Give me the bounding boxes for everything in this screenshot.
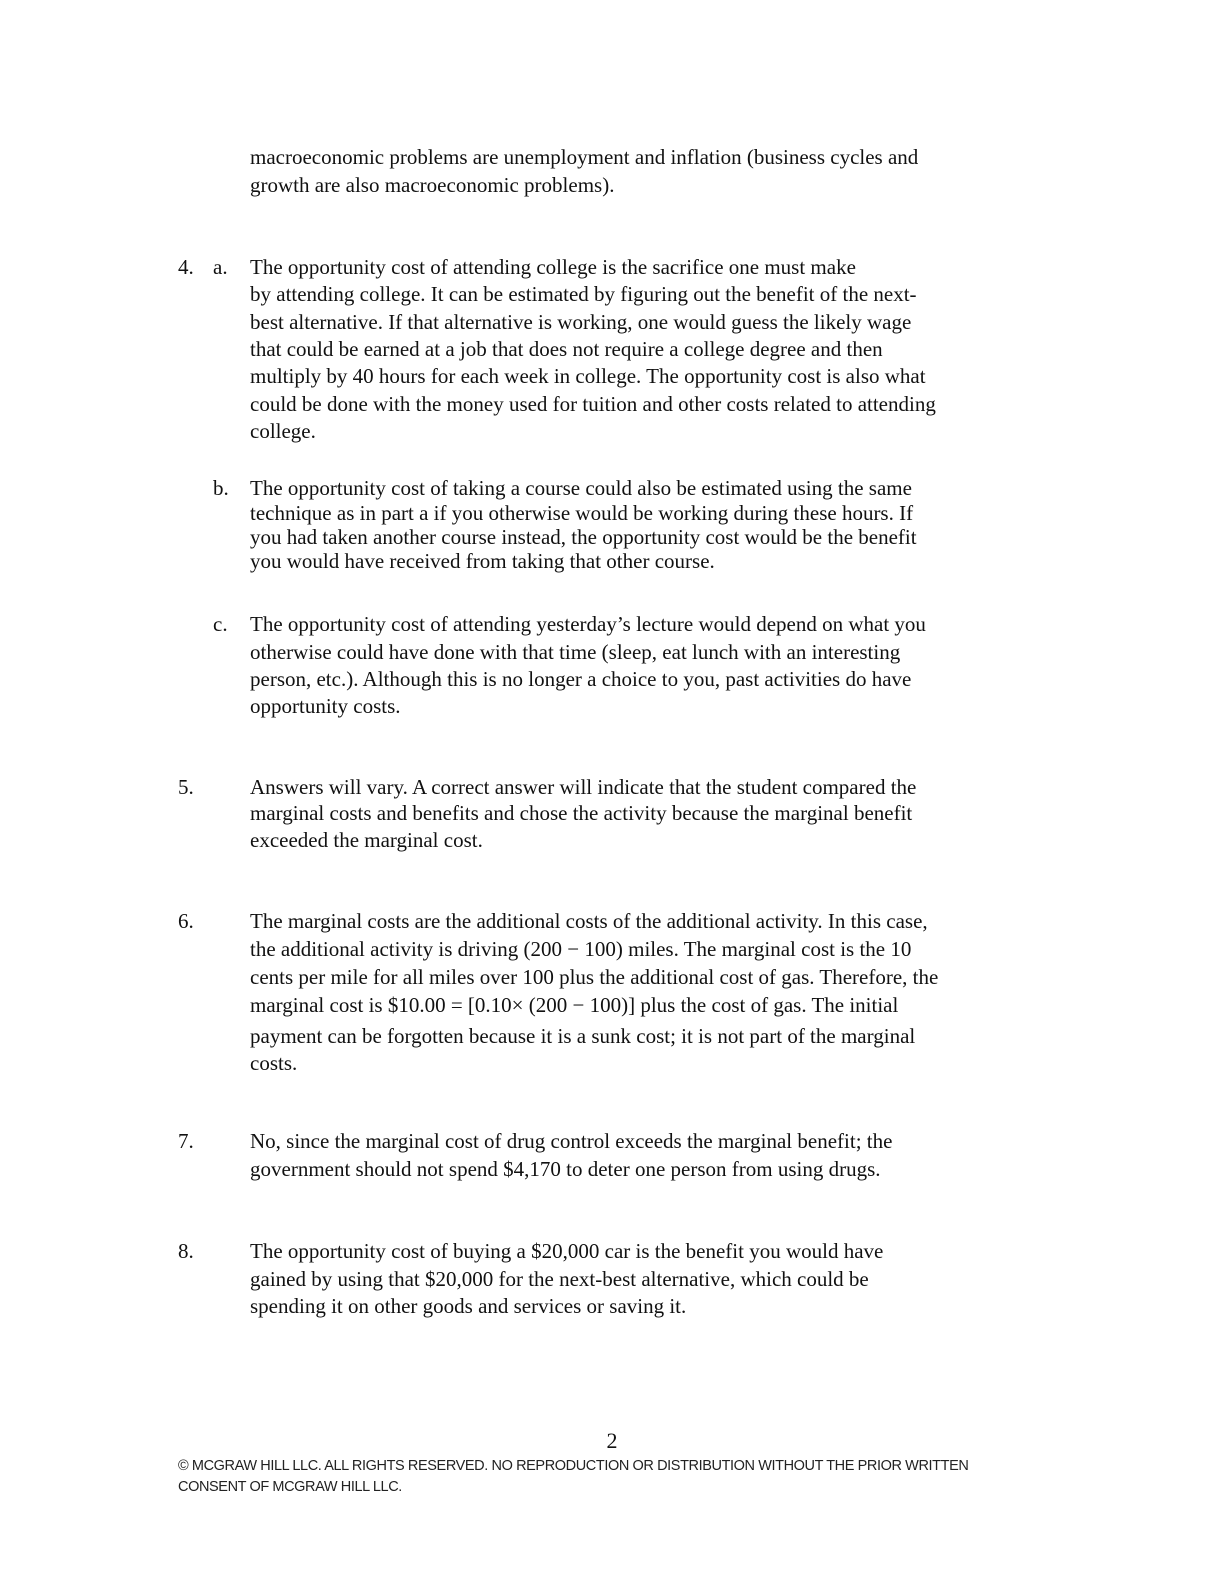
answer-line: could be done with the money used for tuition and other costs related to attending bbox=[250, 392, 936, 416]
item-number: 8. bbox=[178, 1239, 194, 1263]
sub-item-label: a. bbox=[213, 255, 228, 279]
answer-line: multiply by 40 hours for each week in college. The opportunity cost is also what bbox=[250, 364, 926, 388]
answer-line: otherwise could have done with that time (sleep, eat lunch with an interesting bbox=[250, 640, 901, 664]
item-number: 7. bbox=[178, 1129, 194, 1153]
answer-line: the additional activity is driving (200 − 100) miles. The marginal cost is the 10 bbox=[250, 937, 912, 961]
item-number: 5. bbox=[178, 775, 194, 799]
page-number: 2 bbox=[606, 1428, 618, 1453]
answer-line: The opportunity cost of attending college is the sacrifice one must make bbox=[250, 255, 856, 279]
copyright-notice-line: © MCGRAW HILL LLC. ALL RIGHTS RESERVED. NO REPRODUCTION OR DISTRIBUTION WITHOUT THE PRIOR WRITTEN bbox=[178, 1458, 969, 1474]
answer-line: No, since the marginal cost of drug control exceeds the marginal benefit; the bbox=[250, 1129, 893, 1153]
answer-line: technique as in part a if you otherwise would be working during these hours. If bbox=[250, 501, 914, 525]
answer-line: exceeded the marginal cost. bbox=[250, 828, 483, 852]
answer-line: gained by using that $20,000 for the next-best alternative, which could be bbox=[250, 1267, 869, 1291]
answer-line: opportunity costs. bbox=[250, 694, 401, 718]
answer-line: you would have received from taking that other course. bbox=[250, 549, 715, 573]
answer-line: best alternative. If that alternative is working, one would guess the likely wage bbox=[250, 310, 912, 334]
answer-line: The opportunity cost of buying a $20,000 car is the benefit you would have bbox=[250, 1239, 884, 1263]
answer-line: marginal cost is $10.00 = [0.10× (200 − 100)] plus the cost of gas. The initial bbox=[250, 993, 899, 1017]
paragraph-line: macroeconomic problems are unemployment and inflation (business cycles and bbox=[250, 145, 919, 169]
copyright-notice-line: CONSENT OF MCGRAW HILL LLC. bbox=[178, 1479, 402, 1495]
answer-line: that could be earned at a job that does not require a college degree and then bbox=[250, 337, 883, 361]
answer-line: payment can be forgotten because it is a sunk cost; it is not part of the marginal bbox=[250, 1024, 916, 1048]
item-number: 4. bbox=[178, 255, 194, 279]
answer-line: The opportunity cost of attending yesterday’s lecture would depend on what you bbox=[250, 612, 926, 636]
paragraph-line: growth are also macroeconomic problems). bbox=[250, 173, 615, 197]
answer-line: you had taken another course instead, the opportunity cost would be the benefit bbox=[250, 525, 917, 549]
answer-line: The marginal costs are the additional costs of the additional activity. In this case, bbox=[250, 909, 928, 933]
answer-line: costs. bbox=[250, 1051, 298, 1075]
sub-item-label: b. bbox=[213, 476, 229, 500]
answer-line: cents per mile for all miles over 100 plus the additional cost of gas. Therefore, the bbox=[250, 965, 939, 989]
answer-line: Answers will vary. A correct answer will indicate that the student compared the bbox=[250, 775, 917, 799]
answer-line: The opportunity cost of taking a course could also be estimated using the same bbox=[250, 476, 912, 500]
answer-line: college. bbox=[250, 419, 316, 443]
answer-line: by attending college. It can be estimated by figuring out the benefit of the next- bbox=[250, 282, 917, 306]
answer-line: marginal costs and benefits and chose the activity because the marginal benefit bbox=[250, 801, 913, 825]
sub-item-label: c. bbox=[213, 612, 228, 636]
item-number: 6. bbox=[178, 909, 194, 933]
answer-line: person, etc.). Although this is no longer a choice to you, past activities do have bbox=[250, 667, 912, 691]
answer-line: spending it on other goods and services or saving it. bbox=[250, 1294, 687, 1318]
answer-line: government should not spend $4,170 to deter one person from using drugs. bbox=[250, 1157, 881, 1181]
